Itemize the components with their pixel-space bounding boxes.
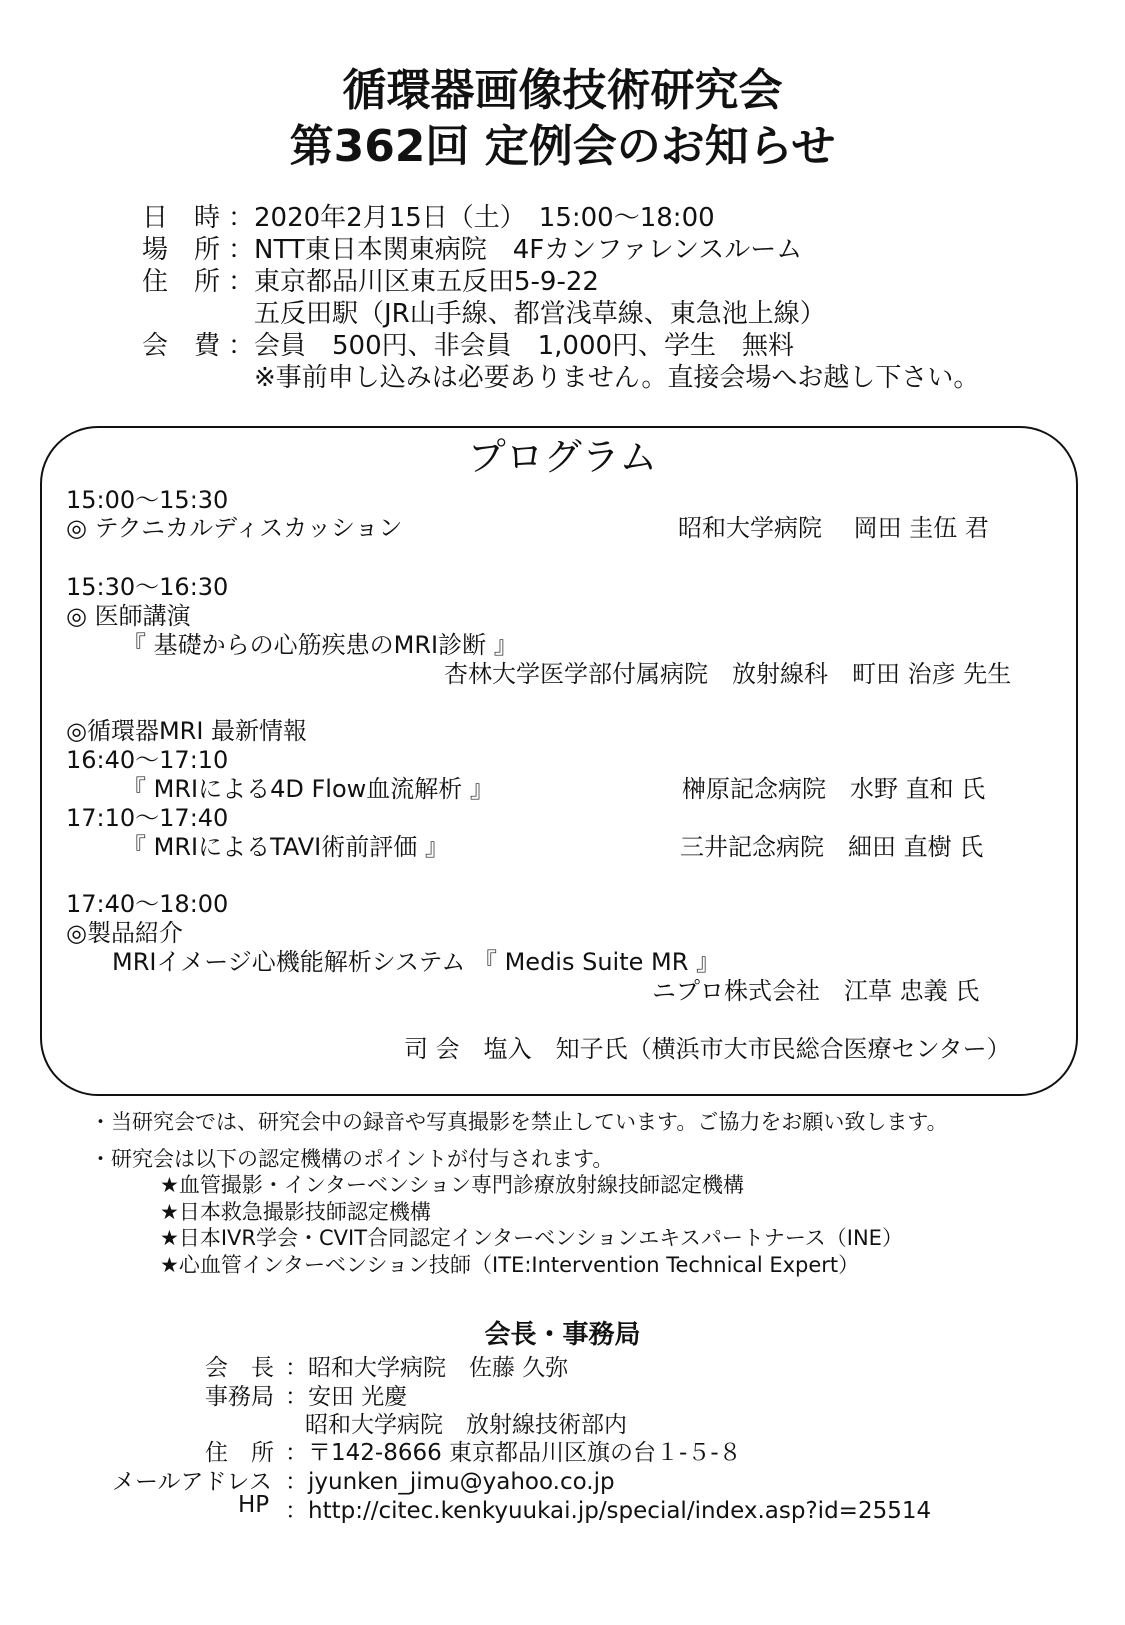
fee-note: ※事前申し込みは必要ありません。直接会場へお越し下さい。 <box>254 363 980 393</box>
meeting-subtitle: 第362回 定例会のお知らせ <box>289 121 836 172</box>
program-title: プログラム <box>467 435 658 479</box>
session-4-speaker: ニプロ株式会社 江草 忠義 氏 <box>652 977 980 1005</box>
secretariat-sub: 昭和大学病院 放射線技術部内 <box>305 1412 627 1438</box>
president-label: 会 長 <box>205 1355 274 1381</box>
session-2-topic: 『 基礎からの心筋疾患のMRI診断 』 <box>122 631 518 659</box>
secretariat-value: ：安田 光慶 <box>285 1384 408 1410</box>
certification-item: ★日本救急撮影技師認定機構 <box>160 1200 431 1224</box>
fee-label: 会 費 <box>142 331 221 361</box>
points-notice: ・研究会は以下の認定機構のポイントが付与されます。 <box>90 1147 614 1171</box>
email-link[interactable]: ：jyunken_jimu@yahoo.co.jp <box>285 1469 615 1495</box>
venue-value: ：NTT東日本関東病院 4Fカンファレンスルーム <box>228 235 803 265</box>
certification-item: ★日本IVR学会・CVIT合同認定インターベンションエキスパートナース（INE） <box>160 1226 903 1250</box>
session-3a-time: 16:40～17:10 <box>66 746 229 774</box>
session-3-title: ◎循環器MRI 最新情報 <box>66 717 308 745</box>
session-3b-topic: 『 MRIによるTAVI術前評価 』 <box>122 833 449 861</box>
session-4-topic: MRIイメージ心機能解析システム 『 Medis Suite MR 』 <box>112 948 721 976</box>
address-sub: 五反田駅（JR山手線、都営浅草線、東急池上線） <box>254 299 826 329</box>
datetime-value: ：2020年2月15日（土） 15:00～18:00 <box>228 203 715 233</box>
fee-value: ：会員 500円、非会員 1,000円、学生 無料 <box>228 331 795 361</box>
venue-label: 場 所 <box>142 235 221 265</box>
session-1-title: ◎ テクニカルディスカッション <box>66 514 403 542</box>
session-3b-speaker: 三井記念病院 細田 直樹 氏 <box>680 833 984 861</box>
certification-item: ★心血管インターベンション技師（ITE:Intervention Technical Expert） <box>160 1253 860 1277</box>
session-3b-time: 17:10～17:40 <box>66 804 229 832</box>
office-address-value: ：〒142-8666 東京都品川区旗の台１-５-８ <box>285 1440 742 1466</box>
secretariat-label: 事務局 <box>205 1384 274 1410</box>
hp-label: HP <box>238 1492 270 1518</box>
certification-item: ★血管撮影・インターベンション専門診療放射線技師認定機構 <box>160 1173 745 1197</box>
session-3a-topic: 『 MRIによる4D Flow血流解析 』 <box>122 775 494 803</box>
session-4-time: 17:40～18:00 <box>66 890 229 918</box>
office-address-label: 住 所 <box>205 1440 274 1466</box>
session-2-title: ◎ 医師講演 <box>66 602 191 630</box>
session-4-title: ◎製品紹介 <box>66 919 183 947</box>
session-2-time: 15:30～16:30 <box>66 573 229 601</box>
email-label: メールアドレス <box>112 1469 272 1495</box>
session-3a-speaker: 榊原記念病院 水野 直和 氏 <box>682 775 986 803</box>
chairperson: 司 会 塩入 知子氏（横浜市大市民総合医療センター） <box>404 1035 1011 1063</box>
session-1-speaker: 昭和大学病院 岡田 圭伍 君 <box>678 514 989 542</box>
address-label: 住 所 <box>142 267 221 297</box>
president-value: ：昭和大学病院 佐藤 久弥 <box>285 1355 569 1381</box>
session-2-speaker: 杏林大学医学部付属病院 放射線科 町田 治彦 先生 <box>444 660 1012 688</box>
page-title: 循環器画像技術研究会 <box>342 65 783 116</box>
hp-link[interactable]: ：http://citec.kenkyuukai.jp/special/index.asp?id=25514 <box>285 1498 932 1524</box>
session-1-time: 15:00～15:30 <box>66 486 229 514</box>
address-value: ：東京都品川区東五反田5-9-22 <box>228 267 599 297</box>
recording-notice: ・当研究会では、研究会中の録音や写真撮影を禁止しています。ご協力をお願い致します。 <box>90 1110 948 1134</box>
office-heading: 会長・事務局 <box>484 1320 641 1350</box>
datetime-label: 日 時 <box>142 203 221 233</box>
